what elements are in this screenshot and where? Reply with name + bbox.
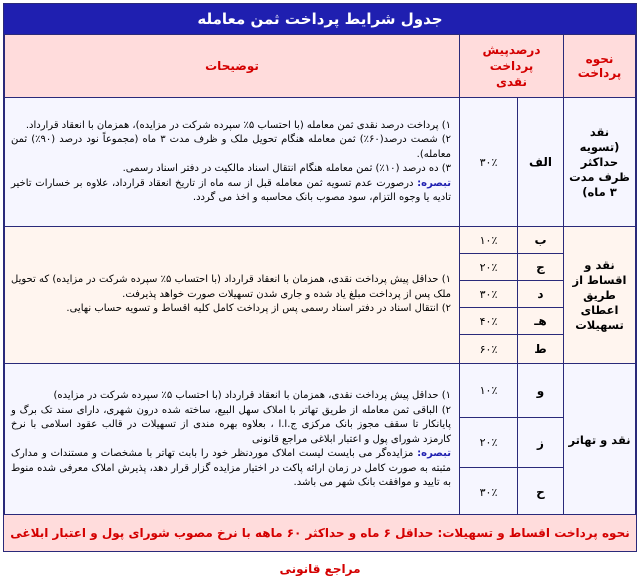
barter-note-text: مزایده‌گر می بایست لیست املاک موردنظر خود را بابت تهاتر با مشخصات و مستندات و مدارک مثبته به صورت کامل در زمان ارائه پاکت در اختیار مزایده گزار قرار دهد، پذیرش املاک معرفی شده منوط به تایید و موافقت بانک شهر می باشد. — [11, 448, 451, 489]
sub-he-jimi: ح — [518, 468, 564, 517]
desc-installment-line-2: ۲) انتقال اسناد در دفتر اسناد رسمی پس از پرداخت کامل کلیه اقساط و تسویه حساب نهایی. — [66, 303, 451, 315]
pct-be: ۱۰٪ — [460, 227, 518, 254]
desc-barter — [5, 364, 460, 517]
desc-barter-note — [11, 447, 451, 491]
desc-cash-line-3: ۳) ده درصد (۱۰٪) ثمن معامله هنگام انتقال اسناد مالکیت در دفتر اسناد رسمی. — [122, 163, 451, 175]
note-text: درصورت عدم تسویه ثمن معامله قبل از سه ماه از تاریخ انعقاد قرارداد، علاوه بر خسارات تاخیر تادیه یا وجوه التزام، سود مصوب بانک محاسبه و اخذ می گردد. — [11, 177, 451, 204]
desc-barter-line-2: ۲) الباقی ثمن معامله از طریق تهاتر با املاک سهل البیع، ساخته شده درون شهری، دارای سند تک برگ و پایانکار تا سقف مجوز بانک مرکزی ج.ا.ا ، بعلاوه بهره مندی از تسهیلات در قالب عقود اسلامی با نرخ کارمزد شورای پول و اعتبار ابلاغی مراجع قانونی — [11, 404, 451, 445]
sub-alef: الف — [518, 98, 564, 227]
table-footer: نحوه پرداخت اقساط و تسهیلات: حداقل ۶ ماه و حداکثر ۶۰ ماهه با نرخ مصوب شورای پول و اعتبار ابلاغی مراجع قانونی — [4, 514, 636, 551]
method-barter: نقد و تهاتر — [564, 364, 636, 517]
pct-ze: ۲۰٪ — [460, 418, 518, 468]
pct-vav: ۱۰٪ — [460, 364, 518, 418]
pct-alef: ۳۰٪ — [460, 98, 518, 227]
pct-he: ۴۰٪ — [460, 308, 518, 335]
method-cash: نقد (تسویه حداکثر ظرف مدت ۳ ماه) — [564, 98, 636, 227]
desc-cash — [5, 98, 460, 227]
sub-ze: ز — [518, 418, 564, 468]
note-label: تبصره: — [417, 177, 451, 189]
header-description: توضیحات — [5, 35, 460, 98]
desc-cash-line-2: ۲) شصت درصد(۶۰٪) ثمن معامله هنگام تحویل ملک و ظرف مدت ۳ ماه (مجموعاً نود درصد (۹۰٪) ثمن معامله). — [11, 134, 451, 160]
pct-ta: ۶۰٪ — [460, 335, 518, 364]
sub-he: هـ — [518, 308, 564, 335]
pct-he-jimi: ۳۰٪ — [460, 468, 518, 517]
header-prepay-text: درصدپیش پرداخت نقدی — [482, 43, 541, 90]
payment-terms-table-container — [3, 3, 637, 576]
payment-terms-table — [4, 34, 636, 517]
header-prepay — [460, 35, 564, 98]
sub-dal: د — [518, 281, 564, 308]
row-installment-1 — [5, 227, 636, 254]
desc-cash-line-1: ۱) پرداخت درصد نقدی ثمن معامله (با احتساب ۵٪ سپرده شرکت در مزایده)، همزمان با انعقاد قرارداد. — [25, 119, 451, 131]
desc-installment — [5, 227, 460, 364]
sub-be: ب — [518, 227, 564, 254]
pct-dal: ۳۰٪ — [460, 281, 518, 308]
header-method: نحوه پرداخت — [564, 35, 636, 98]
table-title: جدول شرایط پرداخت ثمن معامله — [4, 4, 636, 34]
row-cash — [5, 98, 636, 227]
sub-ta: ط — [518, 335, 564, 364]
desc-cash-note — [11, 177, 451, 206]
barter-note-label: تبصره: — [417, 448, 451, 460]
header-row — [5, 35, 636, 98]
sub-vav: و — [518, 364, 564, 418]
desc-barter-line-1: ۱) حداقل پیش پرداخت نقدی، همزمان با انعقاد قرارداد (با احتساب ۵٪ سپرده شرکت در مزایده) — [53, 390, 451, 402]
row-barter-1 — [5, 364, 636, 418]
pct-jim: ۲۰٪ — [460, 254, 518, 281]
desc-installment-line-1: ۱) حداقل پیش پرداخت نقدی، همزمان با انعقاد قرارداد (با احتساب ۵٪ سپرده شرکت در مزایده) که تحویل ملک پس از پرداخت مبلغ یاد شده و جاری شدن تسهیلات صورت خواهد پذیرفت. — [11, 274, 451, 300]
sub-jim: ج — [518, 254, 564, 281]
method-installment: نقد و اقساط از طریق اعطای تسهیلات — [564, 227, 636, 364]
